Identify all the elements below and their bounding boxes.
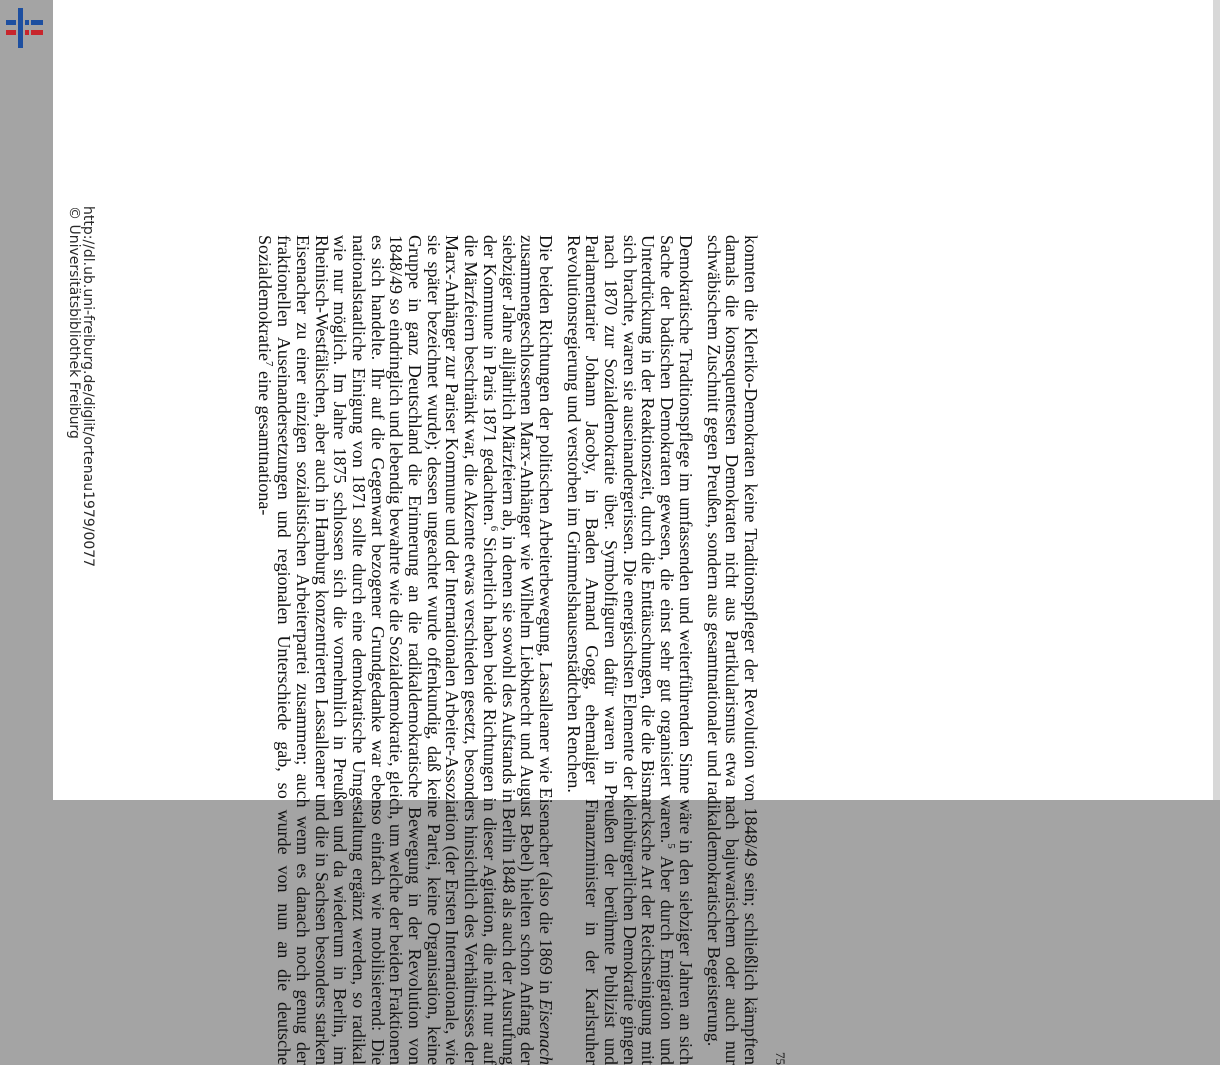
page-edge (1213, 0, 1220, 800)
paragraph-3: Die beiden Richtungen der politischen Arbeiterbewegung, Lassalleaner wie Eisenacher (also die 1869 in Eisenach zusammengeschlossenen Marx-Anhänger wie Wilhelm Liebknecht und August Bebel) hielten schon Anfang der siebziger Jahre alljährlich Märzfeiern ab, in denen sie sowohl des Aufstands in Berlin 1848 als auch der Ausrufung der Kommune in Paris 1871 gedachten.$^6$ Sicherlich haben beide Richtungen in dieser Agitation, die nicht nur auf die Märzfeiern beschränkt war, die Akzente etwas verschieden gesetzt, besonders hinsichtlich des Verhältnisses der Marx-Anhänger zur Pariser Kommune und der Internationalen Arbeiter-Assoziation (der Ersten Internationale, wie sie später bezeichnet wurde); dessen ungeachtet wurde offenkundig, daß keine Partei, keine Organisation, keine Gruppe in ganz Deutschland die Erinnerung an die radikaldemokratische Bewegung in der Revolution von 1848/49 so eindringlich und lebendig bewahrte wie die Sozialdemokratie, gleich, um welche der beiden Fraktionen es sich handelte. Ihr auf die Gegenwart bezogener Grundgedanke war ebenso einfach wie mobilisierend: Die nationalstaatliche Einigung von 1871 sollte durch eine demokratische Umgestaltung ergänzt werden, so radikal wie nur möglich. Im Jahre 1875 schlossen sich die vornehmlich in Preußen und da wiederum in Berlin, im Rheinisch-Westfälischen, aber auch in Hamburg konzentrierten Lassalleaner und die in Sachsen besonders starken Eisenacher zu einer einzigen sozialistischen Arbeiterpartei zusammen; auch wenn es danach noch genug der fraktionellen Auseinandersetzungen und regionalen Unterschiede gab, so wurde von nun an die deutsche Sozialdemokratie$^7$ eine gesamtnationa- (255, 235, 556, 1065)
paragraph-2: Demokratische Traditionspflege im umfassenden und weiterführenden Sinne wäre in den siebziger Jahren an sich Sache der badischen Demokraten gewesen, die einst sehr gut organisiert waren.$^5$ Aber durch Emigration und Unterdrückung in der Reaktionszeit, durch die Enttäuschungen, die die Bismarcksche Art der Reichseinigung mit sich brachte, waren sie auseinandergerissen. Die energischsten Elemente der kleinbürgerlichen Demokratie gingen nach 1870 zur Sozialdemokratie über. Symbolfiguren dafür waren in Preußen der berühmte Publizist und Parlamentarier Johann Jacoby, in Baden Amand Gogg, ehemaliger Finanzminister in der Karlsruher Revolutionsregierung und verstorben im Grimmelshausenstädtchen Renchen. (563, 235, 696, 1065)
page-number: 75 (773, 1052, 788, 1065)
paragraph-1: konnten die Klerikо-Demokraten keine Traditionspfleger der Revolution von 1848/49 sein; schließlich kämpften damals die konsequentesten Demokraten nicht aus Partikularismus etwa nach bajuwarischem oder auch nur schwäbischem Zuschnitt gegen Preußen, sondern aus gesamtnationaler und radikaldemokratischer Begeisterung. (703, 235, 761, 1065)
library-logo-icon[interactable] (4, 6, 44, 50)
body-text (247, 235, 760, 1065)
stamp-copyright: © Universitätsbibliothek Freiburg (66, 206, 82, 439)
footnote-ref-7: 7 (263, 360, 276, 367)
scanned-page (53, 0, 1213, 1065)
rotated-page-content (0, 235, 788, 1065)
stamp-url[interactable]: http://dl.ub.uni-freiburg.de/diglit/ortenau1979/0077 (80, 206, 96, 568)
footnote-ref-5: 5 (665, 843, 678, 849)
footnote-ref-6: 6 (487, 525, 500, 532)
